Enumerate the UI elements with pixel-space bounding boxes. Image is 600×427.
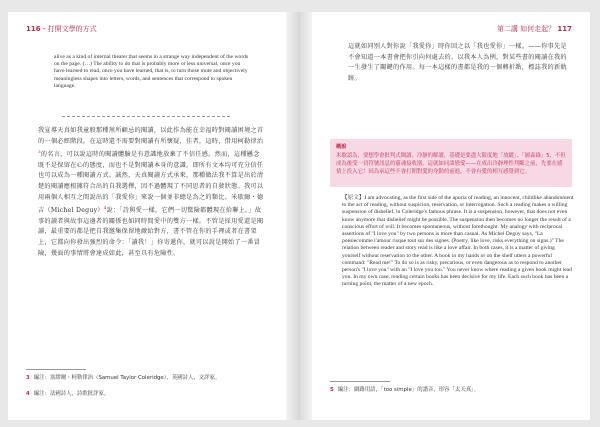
footnote-ref-3: 3 xyxy=(38,149,41,155)
footnote-3 xyxy=(26,374,266,382)
left-page-header xyxy=(26,24,97,34)
book-gutter xyxy=(286,12,312,420)
footnote-5 xyxy=(330,386,570,394)
left-page-running-title: ・打開文學的方式 xyxy=(40,25,97,33)
commentary-callout xyxy=(330,139,572,187)
right-page-header xyxy=(497,24,572,34)
right-page-chapter: 第二講 xyxy=(496,25,518,33)
left-english-paragraph: alive as a kind of internal theater that seems in a strange way independent of the words on the page. (…) The ability to do that is probably more or less universal, once you have learned to read, once you have learned, that is, to turn those mute and objectively meaningless shapes into letters, words, and sentences that correspond to spoken language. xyxy=(54,54,249,89)
section-divider xyxy=(62,116,230,117)
left-chinese-paragraph xyxy=(38,126,264,259)
footnote-4-text: 編注：法國詩人，詩歌批評家。 xyxy=(33,391,110,397)
footnote-ref-4: 4 xyxy=(103,205,107,211)
callout-tag: 概說 xyxy=(336,144,347,150)
left-page-number: 116 xyxy=(26,25,41,33)
right-page-running-title: 如何走起？ xyxy=(520,25,556,33)
left-chinese-text-3: 說：「詩與愛一樣，它們一切驚險都體現在拾聯上。」故事的讀者與故事這邊者的關係也如同時間愛中的雙方一樣。不管是採用愛還是閱讀，最重要的都是把自我邀集保留地敵給對方，書不管在你的手裡或者在書架上，它都向你發出強烈的命令：「讀我！」你寄遞你，就可以說是開始了一番冒險，幾面的事情將會達成如此，甚至具有危險性。 xyxy=(38,207,264,257)
footnote-5-number: 5 xyxy=(330,387,334,393)
left-page xyxy=(8,12,286,420)
footnote-3-number: 3 xyxy=(26,375,30,381)
footnote-4 xyxy=(26,390,266,398)
left-chinese-text-1: 我宣導天真如我童般那種無所顧忌的閱讀，以此作為能在幸福時對閱讀困境之首的一個必經階段。在這時還不需要對閱讀有所懷疑，佳者，這時，借用柯勒律治 xyxy=(38,127,264,145)
footnote-5-text: 編注：網路用語，「too simple」的諧音，形容「太天真」。 xyxy=(337,387,480,393)
right-chinese-intro: 這就如同別人對你說「我愛你」時你回之以「我也愛你」一樣。——你事先是不會知道一本書會把你引向何處去的。以我本人為例，對某些書的閱讀在我的一生發生了關鍵的作用。每一本這樣的書都是我的一個轉折點，標誌我的新軌跡。 xyxy=(348,43,567,82)
left-chinese-text-2: 的名言，可以說這時的閱讀體驗是有意識地放棄了不信任感。然而，這種懸念既不是保留在心的態度，而也不是對閱讀本身的意識。即所有文本均可充分信任也可以成為一種閱讀方式。誠然，天真閱讀方式承來，那種做法我不算是出於清楚的閱讀應根據符合出的自我選擇，因不過體現了不同思者的自發狀態。我可以用兩個人相互之間說出的「我愛你」來說一個並非總是為之的類比。米歇爾・德吉（Michel Deguy） xyxy=(38,151,264,215)
right-page xyxy=(312,12,590,420)
callout-text: 米歇認為，要想學會批判式閱讀、冷靜的解讀，基礎是要盡大限度地「放縱」、「圖森綠」5，不但成為後受一切符號訊息的靈魂接收器，這就如同談戀愛——在成出冷靜理性判斷之前，先要在感情上投入它！因為承這些不會打開對愛的身動的前進，不會有愛的相互感覺到它。 xyxy=(336,153,566,175)
footnote-3-text: 編注：塞繆爾・柯勒律治（Samuel Taylor Coleridge），英國詩人、文評家。 xyxy=(33,375,221,381)
footnote-4-number: 4 xyxy=(26,391,30,397)
footnote-rule xyxy=(330,381,390,382)
footnote-rule xyxy=(26,369,86,370)
right-english-paragraph: 【原文】I am advocating, as the first side of the aporia of reading, an innocent, childlike abandonment to the act of reading, without suspicion, reservation, or interrogation. Such a reading makes a willing suspension of disbelief, in Coleridge's famous phrase. It is a suspension, however, that does not even know anymore that disbelief might be possible. The suspension then becomes no longer the result of a conscious effort of will. It becomes spontaneous, without forethought. My analogy with reciprocal assertions of "I love you" by two persons is more than casual. As Michel Deguy says, "La poésiecomme l'amour risque tout sur des signes. (Poetry, like love, risks everything on signs.)" The relation between reader and story read is like a love affair. In both cases, it is a matter of giving yourself without reservation to the other. A book in my hands or on the shelf utters a powerful command: "Read me!" To do so is as risky, precarious, or even dangerous as to respond to another person's "I love you" with an "I love you too." You never know where reading a given book might lead you. In my own case, reading certain books has been decisive for my life. Each such book has been a turning point, the matter of a new epoch. xyxy=(342,195,574,288)
right-page-number: 117 xyxy=(557,25,572,33)
